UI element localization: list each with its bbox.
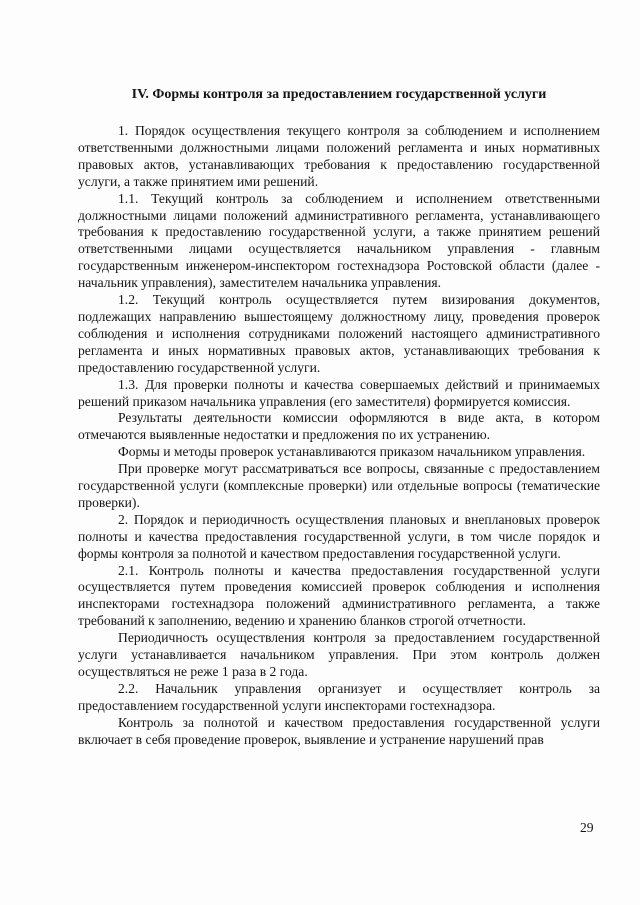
paragraph-2-2: 2.2. Начальник управления организует и осуществляет контроль за предоставлением государственной услуги инспекторами гостехнадзора.: [78, 680, 600, 713]
paragraph-1-2: 1.2. Текущий контроль осуществляется путем визирования документов, подлежащих направлению вышестоящему должностному лицу, проведения проверок соблюдения и исполнения сотрудниками положений настоящего административного регламента и иных нормативных правовых актов, устанавливающих требования к предоставлению государственной услуги.: [78, 292, 600, 375]
paragraph-2: 2. Порядок и периодичность осуществления плановых и внеплановых проверок полноты и качества предоставления государственной услуги, в том числе порядок и формы контроля за полнотой и качеством предоставления государственной услуги.: [78, 511, 600, 561]
paragraph-commission-results: Результаты деятельности комиссии оформляются в виде акта, в котором отмечаются выявленные недостатки и предложения по их устранению.: [78, 410, 600, 443]
paragraph-1-3: 1.3. Для проверки полноты и качества совершаемых действий и принимаемых решений приказом начальника управления (его заместителя) формируется комиссия.: [78, 376, 600, 409]
paragraph-forms-methods: Формы и методы проверок устанавливаются приказом начальником управления.: [118, 444, 586, 460]
page-number: 29: [580, 820, 594, 835]
document-body: [78, 86, 600, 749]
paragraph-1: 1. Порядок осуществления текущего контроля за соблюдением и исполнением ответственными должностными лицами положений регламента и иных нормативных правовых актов, устанавливающих требования к предоставлению государственной услуги, а также принятием ими решений.: [78, 123, 600, 189]
paragraph-periodicity: Периодичность осуществления контроля за предоставлением государственной услуги устанавливается начальником управления. При этом контроль должен осуществляться не реже 1 раза в 2 года.: [78, 630, 600, 679]
paragraph-inspection-questions: При проверке могут рассматриваться все вопросы, связанные с предоставлением государственной услуги (комплексные проверки) или отдельные вопросы (тематические проверки).: [78, 461, 600, 510]
paragraph-control-scope: Контроль за полнотой и качеством предоставления государственной услуги включает в себя проведение проверок, выявление и устранение нарушений прав: [78, 714, 600, 747]
paragraph-2-1: 2.1. Контроль полноты и качества предоставления государственной услуги осуществляется путем проведения комиссией проверок соблюдения и исполнения инспекторами гостехнадзора положений административного регламента, а также требований к заполнению, ведению и хранению бланков строгой отчетности.: [78, 562, 600, 629]
paragraph-1-1: 1.1. Текущий контроль за соблюдением и исполнением ответственными должностными лицами положений административного регламента, устанавливающего требования к предоставлению государственной услуги, а также принятием решений ответственными лицами осуществляется начальником управления - главным государственным инженером-инспектором гостехнадзора Ростовской области (далее - начальник управления), заместителем начальника управления.: [78, 190, 600, 291]
section-title: IV. Формы контроля за предоставлением государственной услуги: [131, 87, 547, 102]
